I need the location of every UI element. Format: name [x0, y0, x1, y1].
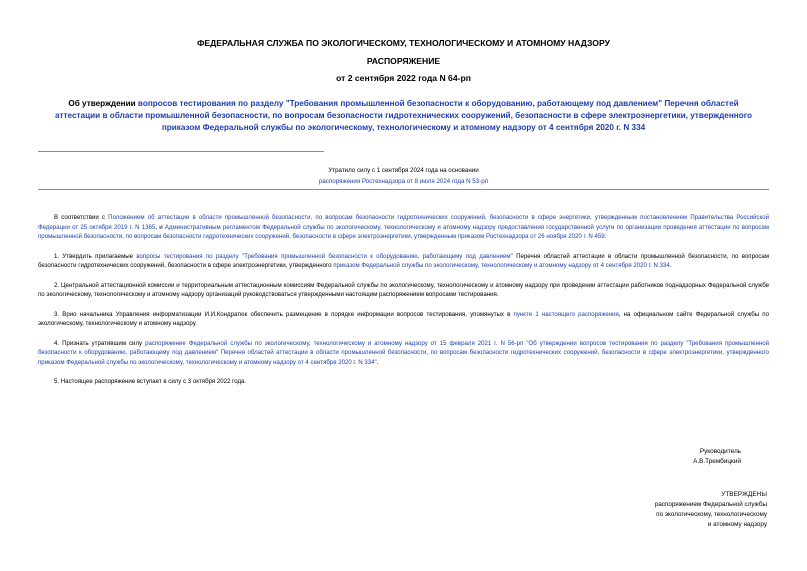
text: . — [669, 262, 672, 270]
text: 4. Признать утратившим силу — [54, 339, 146, 347]
paragraph-4 — [38, 339, 769, 368]
text: . — [376, 358, 379, 366]
divider-short — [38, 151, 324, 152]
approval-line: распоряжением Федеральной службы — [654, 501, 767, 508]
paragraph-1 — [38, 252, 769, 271]
regulation-link[interactable]: Положением об аттестации в области промышленной безопасности, по вопросам безопасности гидротехнических сооружений, безопасности в сфере энергетики, утвержденным постановлением Правительства Российской Федерации от 25 октября 2019 г. N 1365 — [38, 214, 769, 231]
paragraph-5: 5. Настоящее распоряжение вступает в силу с 3 октября 2022 года. — [54, 378, 247, 386]
paragraph-preamble — [38, 213, 769, 242]
paragraph-3 — [38, 310, 769, 329]
text: : — [604, 233, 607, 241]
document-number-date: от 2 сентября 2022 года N 64-рп — [336, 73, 471, 83]
text: , и — [155, 223, 165, 231]
text: 3. Врио начальника Управления информатизации И.И.Кондратюк обеспечить размещение в порядке информации вопросов тестирования, упомянутых в — [54, 310, 514, 318]
approval-line: по экологическому, технологическому — [656, 511, 767, 518]
signature-block — [693, 447, 741, 467]
text: 1. Утвердить прилагаемые — [54, 252, 137, 260]
order-334-link[interactable]: приказом Федеральной службы по экологическому, технологическому и атомному надзору от 4 сентября 2020 г. N 334 — [333, 262, 670, 270]
signer-role: Руководитель — [699, 448, 741, 455]
repeal-order-link[interactable]: распоряжения Ростехнадзора от 8 июля 2024 года N 53-рп — [318, 178, 489, 185]
text: Перечня областей аттестации в области промышленной безопасности, по вопросам безопасности гидротехнических сооружений, безопасности в сфере электроэнергетики, утвержденного — [38, 252, 769, 270]
test-questions-link[interactable]: вопросы тестирования по разделу "Требования промышленной безопасности к оборудованию, работающему под давлением" — [136, 252, 513, 260]
approval-label: УТВЕРЖДЕНЫ — [721, 491, 767, 498]
admin-regulation-link[interactable]: Административным регламентом Федеральной службы по экологическому, технологическому и атомному надзору предоставления государственной услуги по организации проведения аттестации по вопросам промышленной безопасности, по вопросам безопасности гидротехнических сооружений, безопасности в сфере электроэнергетики, утвержденным приказом Ростехнадзора от 26 ноября 2020 г. N 459 — [38, 223, 769, 241]
paragraph-2: 2. Центральной аттестационной комиссии и территориальным аттестационным комиссиям Федеральной службы по экологическому, технологическому и атомному надзору при проведении аттестации работников поднадзорных Федеральной службе по экологическому, технологическому и атомному надзору организаций руководствоваться утвержденными настоящим распоряжением вопросами тестирования. — [38, 281, 769, 299]
repealed-order-link[interactable]: распоряжение Федеральной службы по экологическому, технологическому и атомному надзору от 15 февраля 2021 г. N 56-рп "Об утверждении вопросов тестирования по разделу "Требования промышленной безопасности к оборудованию, работающему под давлением" Перечня областей аттестации в области промышленной безопасности, по вопросам безопасности гидротехнических сооружений, безопасности в сфере электроэнергетики, утвержденного приказом Федеральной службы по экологическому, технологическому и атомному надзору от 4 сентября 2020 г. N 334" — [38, 339, 769, 366]
point-1-link[interactable]: пункте 1 настоящего распоряжения — [513, 310, 619, 318]
document-body — [38, 213, 769, 397]
status-line: Утратило силу с 1 сентября 2024 года на основании — [328, 167, 479, 174]
agency-heading: ФЕДЕРАЛЬНАЯ СЛУЖБА ПО ЭКОЛОГИЧЕСКОМУ, ТЕХНОЛОГИЧЕСКОМУ И АТОМНОМУ НАДЗОРУ — [197, 38, 610, 48]
approval-line: и атомному надзору — [707, 521, 767, 528]
text: В соответствии с — [54, 214, 109, 221]
document-type: РАСПОРЯЖЕНИЕ — [366, 56, 441, 66]
document-title — [52, 98, 755, 134]
text: , на официальном сайте Федеральной службы по экологическому, технологическому и атомному надзору. — [38, 310, 769, 328]
status-note — [250, 165, 557, 187]
approval-block — [655, 490, 767, 530]
divider-long — [38, 189, 769, 190]
signer-name: А.В.Трембицкий — [693, 458, 741, 465]
title-link[interactable]: вопросов тестирования по разделу "Требования промышленной безопасности к оборудованию, работающему под давлением" Перечня областей аттестации в области промышленной безопасности, по вопросам безопасности гидротехнических сооружений, безопасности в сфере электроэнергетики, утвержденного приказом Федеральной службы по экологическому, технологическому и атомному надзору от 4 сентября 2020 г. N 334 — [54, 99, 753, 132]
title-prefix: Об утверждении — [68, 99, 138, 108]
